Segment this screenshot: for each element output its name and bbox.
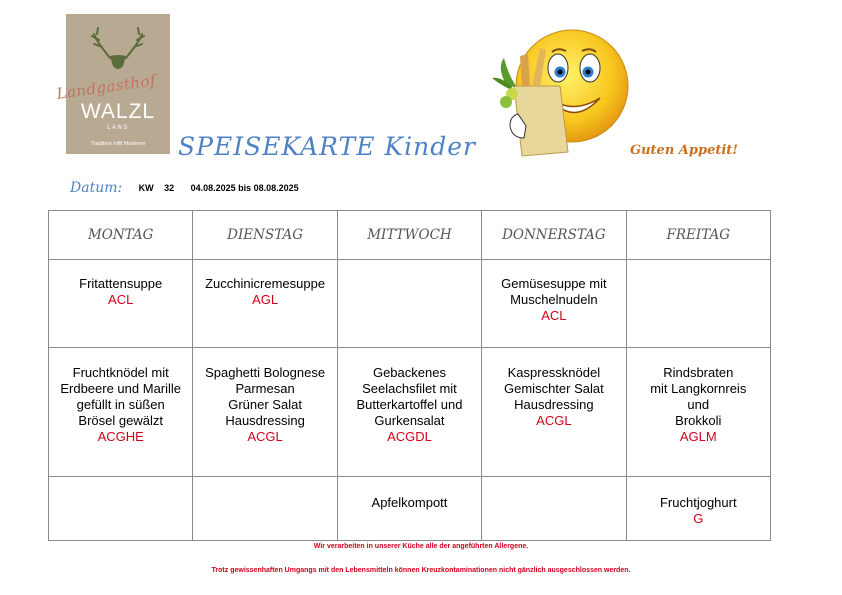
logo-sub: LANS: [107, 125, 129, 131]
dessert-row: [49, 477, 771, 541]
logo-brand: WALZL: [80, 100, 156, 123]
allergen-code: ACGDL: [387, 429, 432, 444]
day-header: MONTAG: [49, 211, 193, 260]
dish-line: Apfelkompott: [371, 495, 448, 510]
menu-cell: [49, 260, 193, 348]
dish-line: Kaspressknödel: [507, 365, 601, 380]
menu-cell: [626, 260, 770, 348]
week-label: KW: [138, 182, 154, 193]
dish-line: Grüner Salat: [228, 397, 302, 412]
menu-cell: [193, 260, 337, 348]
menu-cell: [626, 477, 770, 541]
date-row: [70, 179, 299, 197]
dish-line: Gemüsesuppe mit: [501, 276, 607, 291]
menu-cell: [49, 348, 193, 477]
menu-cell: [49, 477, 193, 541]
dish-line: Hausdressing: [514, 397, 594, 412]
dish-line: Brokkoli: [675, 413, 722, 428]
allergen-code: AGLM: [679, 429, 717, 444]
day-header: FREITAG: [626, 211, 770, 260]
menu-cell: [482, 477, 626, 541]
allergen-code: ACL: [108, 292, 134, 307]
dish-line: Muschelnudeln: [510, 292, 598, 307]
allergen-code: ACGL: [247, 429, 283, 444]
allergen-note: Wir verarbeiten in unserer Küche alle der angeführten Allergene.: [313, 543, 529, 550]
menu-cell: [482, 348, 626, 477]
dish-line: Fritattensuppe: [79, 276, 163, 291]
allergen-code: ACGHE: [97, 429, 144, 444]
dish-line: Erdbeere und Marille: [60, 381, 182, 396]
allergen-code: G: [693, 511, 704, 526]
dish-line: Gemischter Salat: [504, 381, 604, 396]
dish-line: Spaghetti Bolognese: [205, 365, 326, 380]
menu-cell: [337, 348, 481, 477]
day-header-row: [49, 211, 771, 260]
dish-line: Fruchtknödel mit: [72, 365, 169, 380]
contamination-note: Trotz gewissenhaften Umgangs mit den Lebensmitteln können Kreuzkontaminationen nicht gänzlich ausgeschlossen werden.: [211, 567, 631, 574]
dish-line: Rindsbraten: [663, 365, 734, 380]
week-number: 32: [164, 182, 175, 193]
dish-line: und: [687, 397, 710, 412]
day-header: MITTWOCH: [337, 211, 481, 260]
dish-line: gefüllt in süßen: [76, 397, 165, 412]
dish-line: Butterkartoffel und: [356, 397, 463, 412]
menu-cell: [193, 348, 337, 477]
dish-line: Hausdressing: [225, 413, 305, 428]
allergen-code: ACL: [541, 308, 567, 323]
logo-tagline: Tradition trifft Moderne: [90, 141, 146, 147]
soup-row: [49, 260, 771, 348]
dish-line: mit Langkornreis: [650, 381, 747, 396]
day-header: DONNERSTAG: [482, 211, 626, 260]
dish-line: Brösel gewälzt: [78, 413, 163, 428]
allergen-code: ACGL: [536, 413, 572, 428]
menu-cell: [626, 348, 770, 477]
logo-script-text: Landgasthof: [55, 71, 158, 103]
restaurant-logo: [55, 14, 170, 154]
day-header: DIENSTAG: [193, 211, 337, 260]
smiley-grocery-icon: [482, 28, 638, 160]
dish-line: Parmesan: [235, 381, 295, 396]
menu-cell: [482, 260, 626, 348]
dish-line: Seelachsfilet mit: [362, 381, 457, 396]
page-title: SPEISEKARTE Kinder: [178, 132, 476, 161]
dish-line: Fruchtjoghurt: [659, 495, 737, 510]
dish-line: Gebackenes: [372, 365, 446, 380]
menu-cell: [337, 260, 481, 348]
menu-table: [48, 210, 771, 541]
date-label: Datum:: [70, 179, 123, 196]
allergen-code: AGL: [252, 292, 279, 307]
dish-line: Gurkensalat: [374, 413, 445, 428]
menu-cell: [337, 477, 481, 541]
dish-line: Zucchinicremesuppe: [205, 276, 326, 291]
menu-cell: [193, 477, 337, 541]
main-row: [49, 348, 771, 477]
greeting-text: Guten Appetit!: [630, 143, 738, 158]
date-range: 04.08.2025 bis 08.08.2025: [190, 182, 299, 193]
